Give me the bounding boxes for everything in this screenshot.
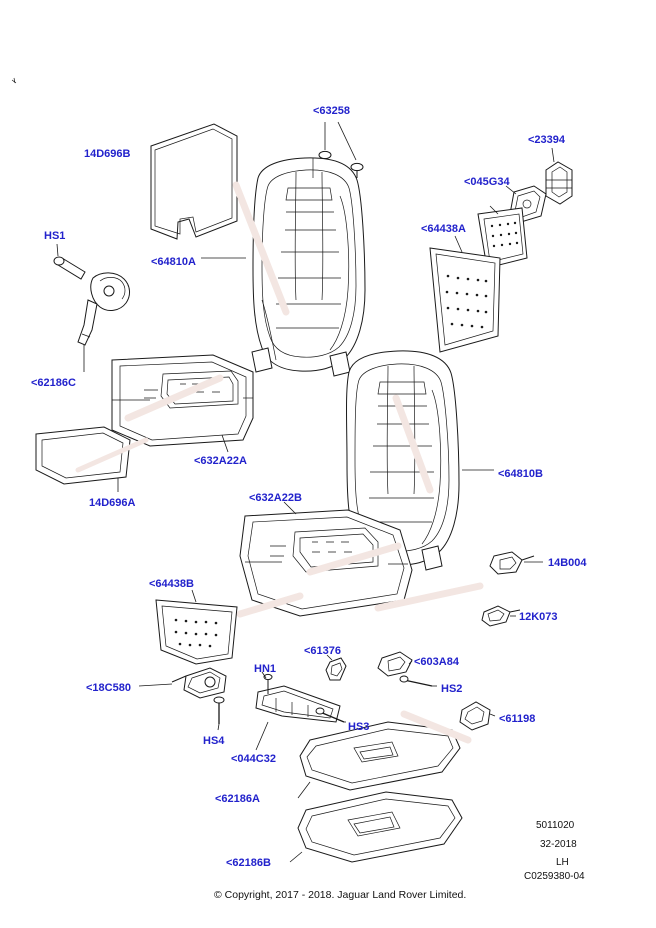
callout-61376[interactable]: <61376 (304, 645, 342, 657)
callout-63258[interactable]: <63258 (313, 105, 351, 117)
callout-HS4[interactable]: HS4 (203, 735, 225, 747)
callout-603A84[interactable]: <603A84 (414, 656, 459, 668)
callout-62186A[interactable]: <62186A (215, 793, 260, 805)
footer-drawing-number: C0259380-04 (524, 871, 585, 882)
callout-64810A[interactable]: <64810A (151, 256, 196, 268)
callout-HN1[interactable]: HN1 (254, 663, 277, 675)
callout-62186B[interactable]: <62186B (226, 857, 271, 869)
callout-62186C[interactable]: <62186C (31, 377, 76, 389)
callout-64438A[interactable]: <64438A (421, 223, 466, 235)
copyright-notice: © Copyright, 2017 - 2018. Jaguar Land Rover Limited. (214, 889, 467, 901)
footer-revision-date: 32-2018 (540, 839, 577, 850)
callout-14D696B[interactable]: 14D696B (84, 148, 131, 160)
callout-14D696A[interactable]: 14D696A (89, 497, 136, 509)
callout-64810B[interactable]: <64810B (498, 468, 543, 480)
callout-18C580[interactable]: <18C580 (86, 682, 131, 694)
callout-044C32[interactable]: <044C32 (231, 753, 276, 765)
callout-632A22A[interactable]: <632A22A (194, 455, 247, 467)
callout-632A22B[interactable]: <632A22B (249, 492, 302, 504)
footer-hand-designation: LH (556, 857, 569, 868)
callout-12K073[interactable]: 12K073 (519, 611, 558, 623)
callout-HS3[interactable]: HS3 (348, 721, 370, 733)
footer-part-number: 5011020 (536, 820, 575, 831)
callout-HS1[interactable]: HS1 (44, 230, 66, 242)
callout-045G34[interactable]: <045G34 (464, 176, 510, 188)
callout-23394[interactable]: <23394 (528, 134, 566, 146)
callout-61198[interactable]: <61198 (499, 713, 536, 725)
callout-14B004[interactable]: 14B004 (548, 557, 587, 569)
callout-64438B[interactable]: <64438B (149, 578, 194, 590)
callout-HS2[interactable]: HS2 (441, 683, 463, 695)
